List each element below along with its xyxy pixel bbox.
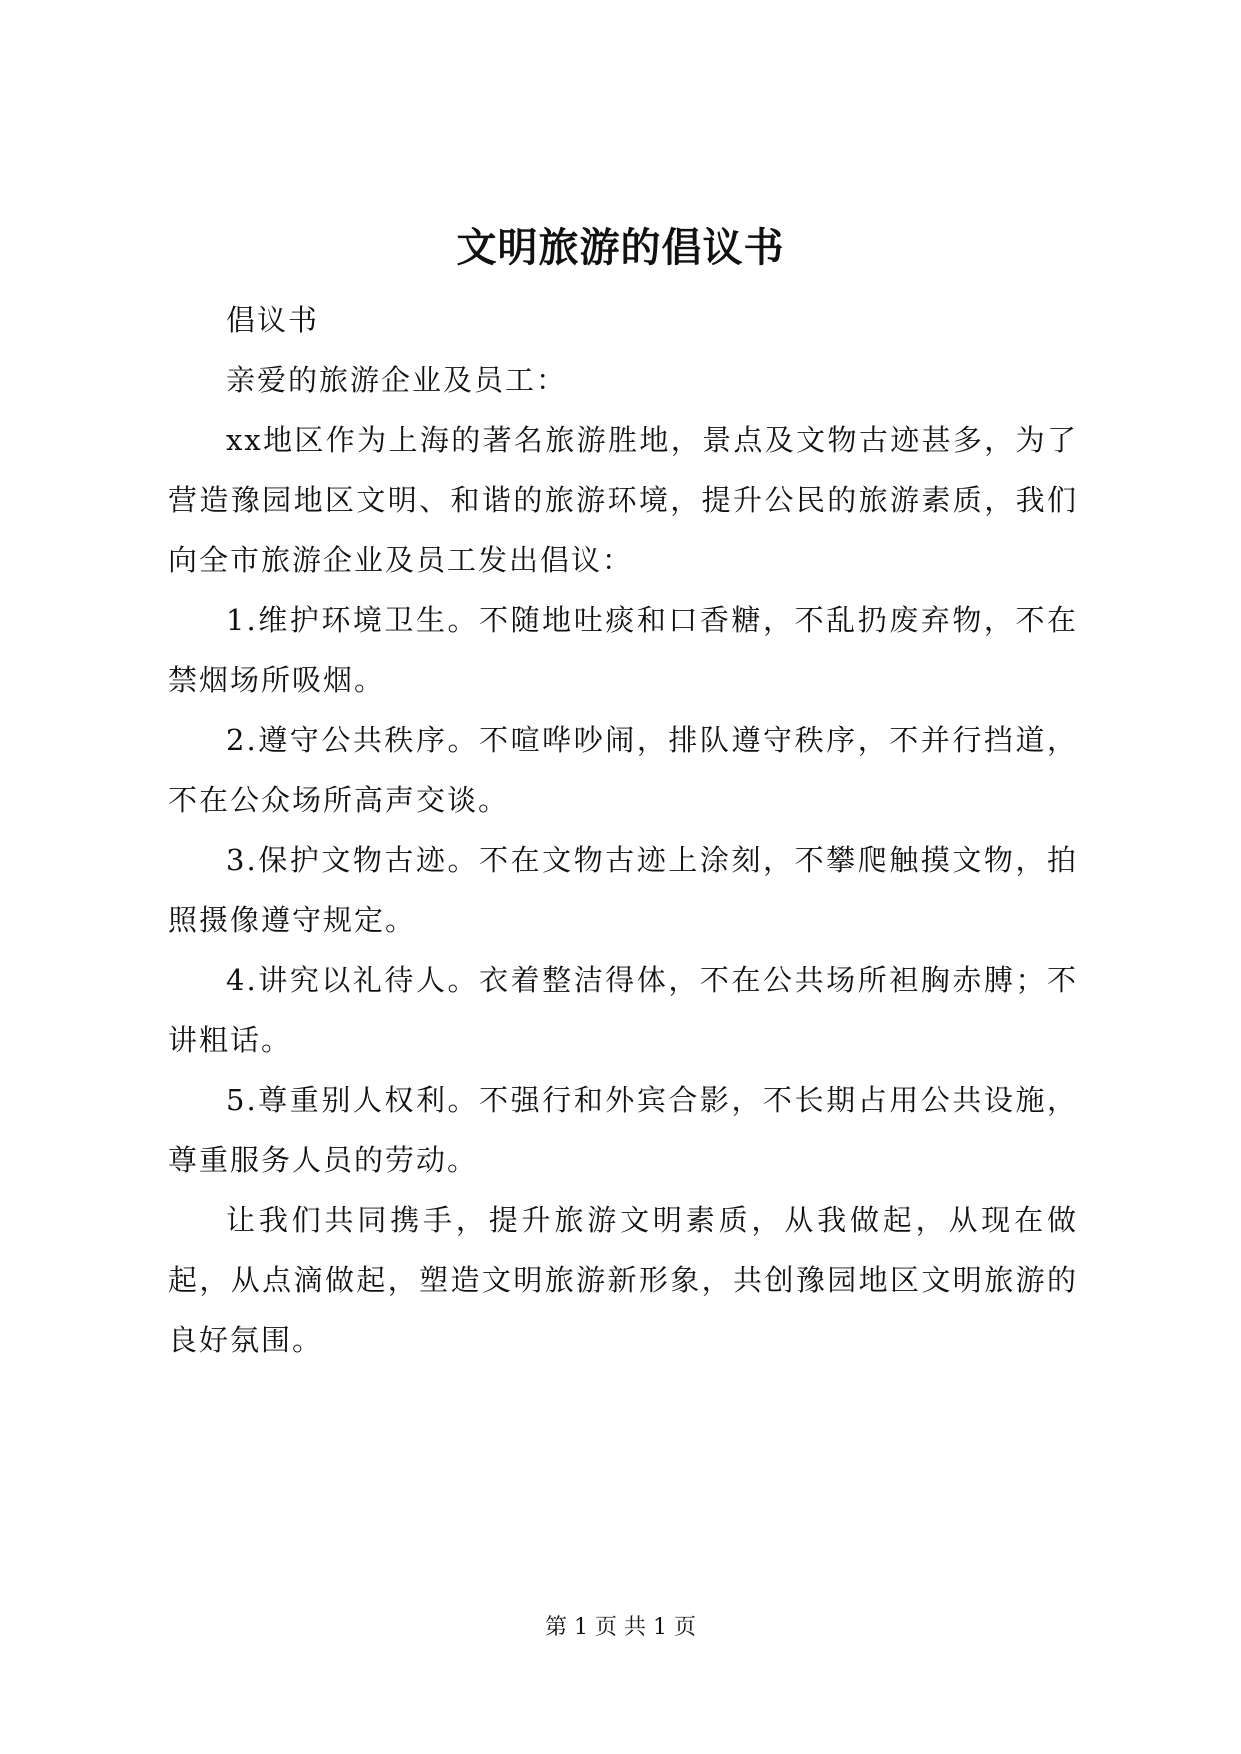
document-title: 文明旅游的倡议书: [456, 224, 785, 271]
paragraph-heading: 倡议书: [226, 303, 320, 337]
paragraph-salutation: 亲爱的旅游企业及员工：: [226, 363, 568, 397]
paragraph-item-4: 4.讲究以礼待人。衣着整洁得体，不在公共场所袒胸赤膊；不讲粗话。: [168, 963, 1078, 1057]
document-body: [168, 290, 1078, 1370]
paragraph-item-2: 2.遵守公共秩序。不喧哗吵闹，排队遵守秩序，不并行挡道，不在公众场所高声交谈。: [168, 723, 1078, 817]
paragraph-intro: xx地区作为上海的著名旅游胜地，景点及文物古迹甚多，为了营造豫园地区文明、和谐的旅游环境，提升公民的旅游素质，我们向全市旅游企业及员工发出倡议：: [168, 423, 1078, 577]
paragraph-item-3: 3.保护文物古迹。不在文物古迹上涂刻，不攀爬触摸文物，拍照摄像遵守规定。: [168, 843, 1078, 937]
paragraph-item-5: 5.尊重别人权利。不强行和外宾合影，不长期占用公共设施，尊重服务人员的劳动。: [168, 1083, 1078, 1177]
page-footer: 第 1 页 共 1 页: [545, 1615, 696, 1640]
paragraph-closing: 让我们共同携手，提升旅游文明素质，从我做起，从现在做起，从点滴做起，塑造文明旅游新形象，共创豫园地区文明旅游的良好氛围。: [168, 1203, 1078, 1357]
paragraph-item-1: 1.维护环境卫生。不随地吐痰和口香糖，不乱扔废弃物，不在禁烟场所吸烟。: [168, 603, 1078, 697]
